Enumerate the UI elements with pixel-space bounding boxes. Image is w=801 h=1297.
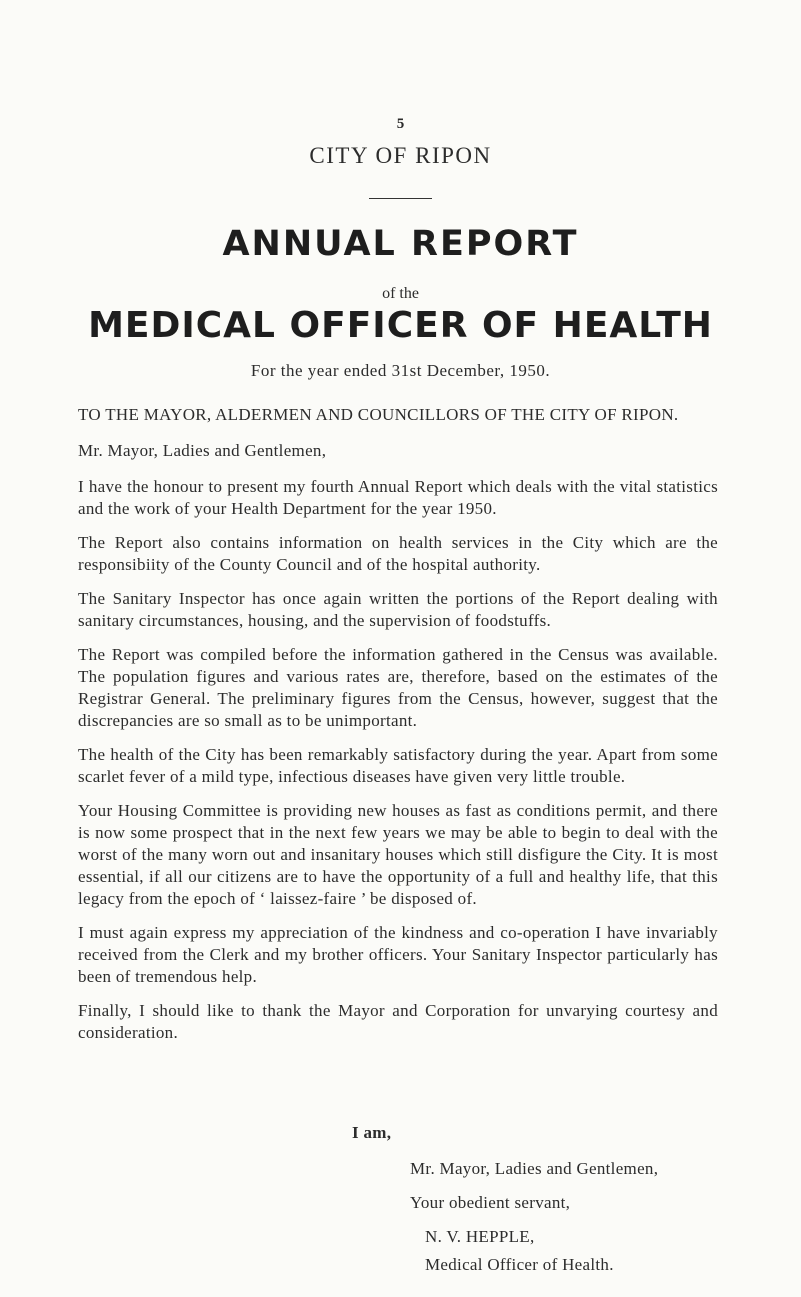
- report-year-line: For the year ended 31st December, 1950.: [250, 361, 551, 380]
- addressee: TO THE MAYOR, ALDERMEN AND COUNCILLORS OF THE CITY OF RIPON.: [78, 405, 679, 424]
- title-divider: [369, 198, 432, 199]
- signatory-name: N. V. HEPPLE,: [425, 1227, 535, 1246]
- paragraph: The Sanitary Inspector has once again written the portions of the Report dealing with sanitary circumstances, housing, and the supervision of foodstuffs.: [78, 589, 718, 630]
- valediction: Your obedient servant,: [410, 1193, 571, 1212]
- signatory-title: Medical Officer of Health.: [425, 1255, 614, 1274]
- page-number: 5: [396, 116, 405, 132]
- letter-body: [78, 404, 718, 1056]
- officer-title: MEDICAL OFFICER OF HEALTH: [88, 305, 713, 346]
- closing-salutation: Mr. Mayor, Ladies and Gentlemen,: [410, 1159, 659, 1178]
- i-am-line: I am,: [352, 1123, 392, 1142]
- of-the-connector: of the: [382, 285, 419, 302]
- paragraph: Finally, I should like to thank the Mayor and Corporation for unvarying courtesy and consideration.: [78, 1001, 718, 1042]
- salutation: Mr. Mayor, Ladies and Gentlemen,: [78, 441, 327, 460]
- paragraph: The health of the City has been remarkably satisfactory during the year. Apart from some scarlet fever of a mild type, infectious diseases have given very little trouble.: [78, 745, 718, 786]
- paragraph: The Report was compiled before the information gathered in the Census was available. The population figures and various rates are, therefore, based on the estimates of the Registrar General. The preliminary figures from the Census, however, suggest that the discrepancies are so small as to be unimportant.: [78, 645, 718, 730]
- report-title: ANNUAL REPORT: [222, 224, 579, 264]
- city-title: CITY OF RIPON: [309, 143, 492, 168]
- paragraph: I have the honour to present my fourth Annual Report which deals with the vital statistics and the work of your Health Department for the year 1950.: [78, 477, 718, 518]
- paragraph: The Report also contains information on health services in the City which are the responsibiity of the County Council and of the hospital authority.: [78, 533, 718, 574]
- paragraph: I must again express my appreciation of the kindness and co-operation I have invariably received from the Clerk and my brother officers. Your Sanitary Inspector particularly has been of tremendous help.: [78, 923, 718, 986]
- paragraph: Your Housing Committee is providing new houses as fast as conditions permit, and there is now some prospect that in the next few years we may be able to begin to deal with the worst of the many worn out and insanitary houses which still disfigure the City. It is most essential, if all our citizens are to have the opportunity of a full and healthy life, that this legacy from the epoch of ‘ laissez-faire ’ be disposed of.: [78, 801, 718, 908]
